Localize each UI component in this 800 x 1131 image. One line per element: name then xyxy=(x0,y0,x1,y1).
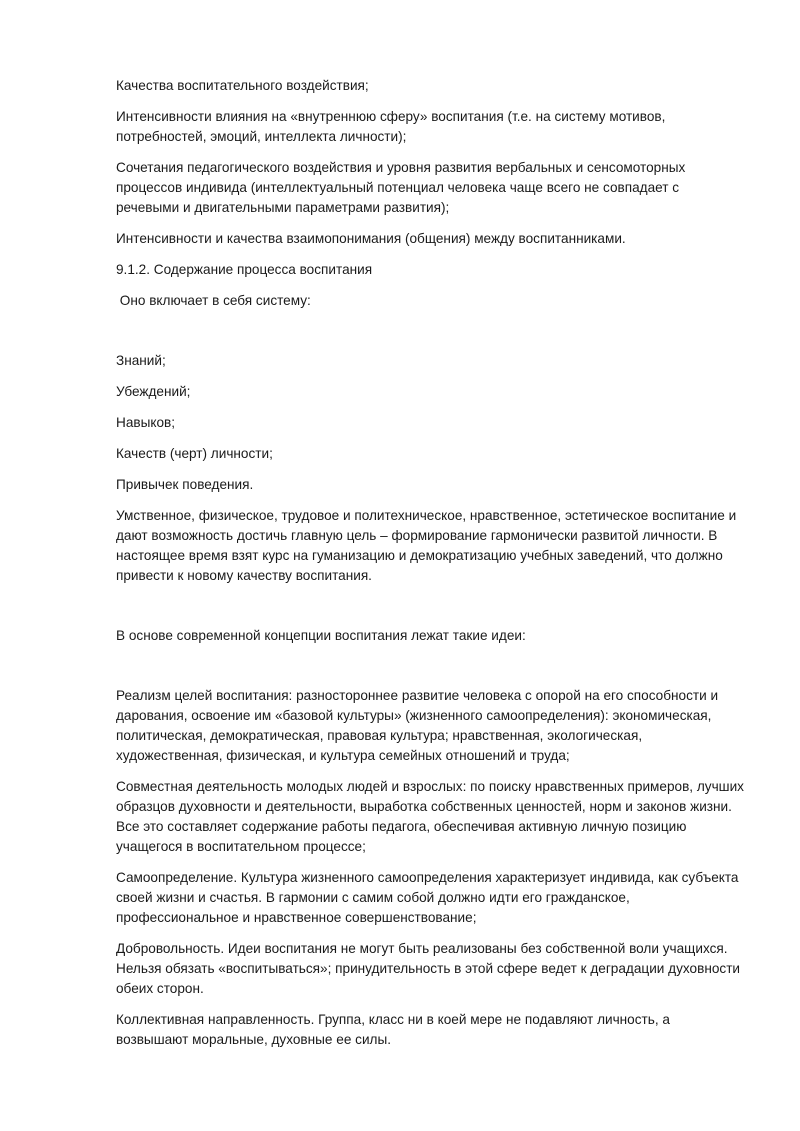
list-item: Совместная деятельность молодых людей и взрослых: по поиску нравственных примеров, лучших образцов духовности и деятельности, выработка собственных ценностей, норм и законов жизни. Все это составляет содержание работы педагога, обеспечивая активную личную позицию учащегося в воспитательном процессе; xyxy=(116,779,744,854)
paragraph: В основе современной концепции воспитания лежат такие идеи: xyxy=(116,628,526,643)
list-item: Привычек поведения. xyxy=(116,477,254,492)
paragraph: Качества воспитательного воздействия; xyxy=(116,78,369,93)
paragraph: Оно включает в себя систему: xyxy=(116,293,311,308)
list-item: Коллективная направленность. Группа, класс ни в коей мере не подавляют личность, а возвышают моральные, духовные ее силы. xyxy=(116,1012,670,1047)
list-item: Добровольность. Идеи воспитания не могут быть реализованы без собственной воли учащихся. Нельзя обязать «воспитываться»; принудительность в этой сфере ведет к деградации духовности обеих сторон. xyxy=(116,941,741,996)
paragraph: Интенсивности и качества взаимопонимания (общения) между воспитанниками. xyxy=(116,231,626,246)
paragraph: Сочетания педагогического воздействия и уровня развития вербальных и сенсомоторных процессов индивида (интеллектуальный потенциал человека чаще всего не совпадает с речевыми и двигательными параметрами развития); xyxy=(116,160,686,215)
list-item: Навыков; xyxy=(116,415,176,430)
list-item: Убеждений; xyxy=(116,384,191,399)
list-item: Самоопределение. Культура жизненного самоопределения характеризует индивида, как субъекта своей жизни и счастья. В гармонии с самим собой должно идти его гражданское, профессиональное и нравственное совершенствование; xyxy=(116,870,739,925)
list-item: Качеств (черт) личности; xyxy=(116,446,273,461)
document-body xyxy=(116,76,746,1061)
list-item: Знаний; xyxy=(116,353,166,368)
section-heading: 9.1.2. Содержание процесса воспитания xyxy=(116,262,373,277)
paragraph: Интенсивности влияния на «внутреннюю сферу» воспитания (т.е. на систему мотивов, потребностей, эмоций, интеллекта личности); xyxy=(116,109,666,144)
list-item: Реализм целей воспитания: разностороннее развитие человека с опорой на его способности и дарования, освоение им «базовой культуры» (жизненного самоопределения): экономическая, политическая, демократическая, правовая культура; нравственная, экологическая, художественная, физическая, и культура семейных отношений и труда; xyxy=(116,688,719,763)
paragraph: Умственное, физическое, трудовое и политехническое, нравственное, эстетическое воспитание и дают возможность достичь главную цель – формирование гармонически развитой личности. В настоящее время взят курс на гуманизацию и демократизацию учебных заведений, что должно привести к новому качеству воспитания. xyxy=(116,508,737,583)
